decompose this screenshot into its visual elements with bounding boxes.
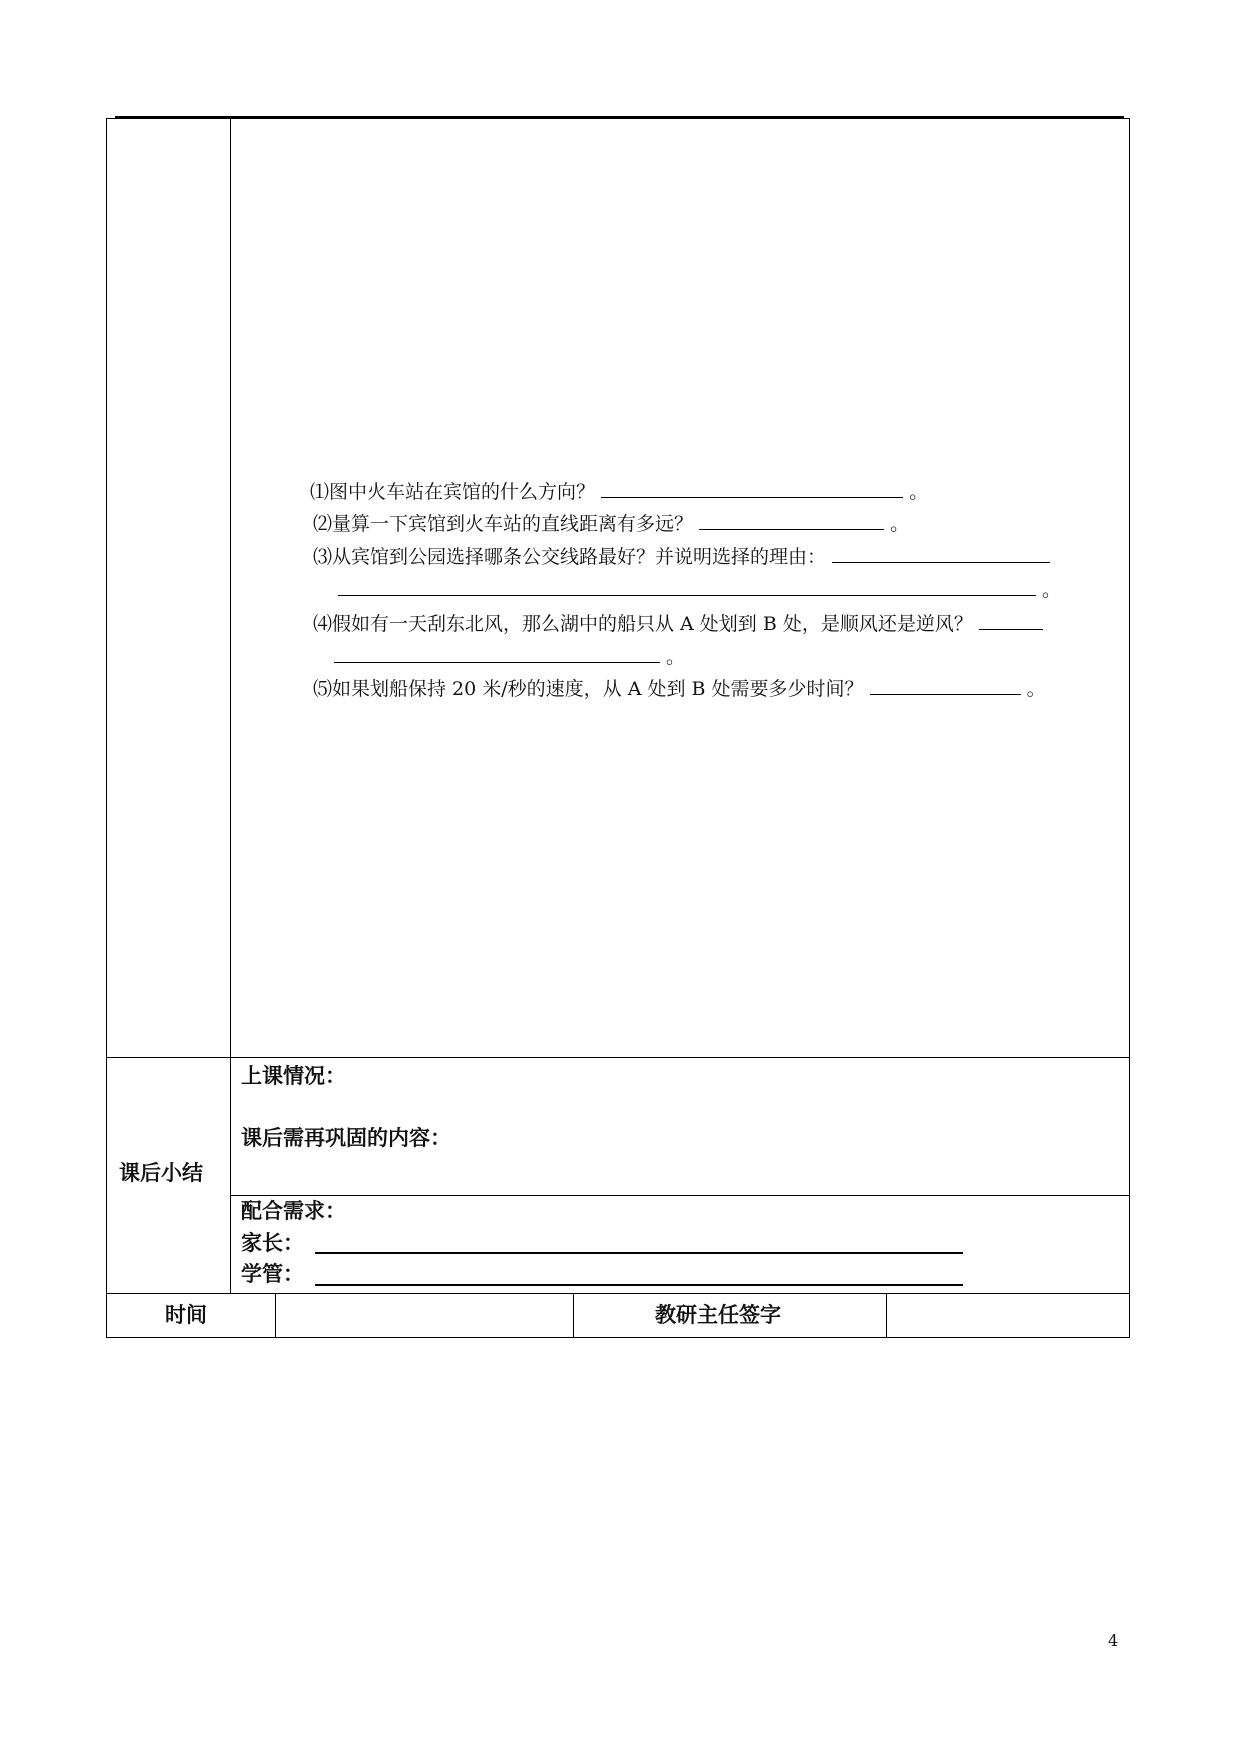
- question-2-text: ⑵量算一下宾馆到火车站的直线距离有多远？: [313, 513, 694, 535]
- question-3-answer-blank-line-2[interactable]: [338, 577, 1036, 596]
- question-4-continuation: [334, 644, 685, 669]
- time-value-cell[interactable]: [276, 1294, 572, 1337]
- table-right-border: [1129, 118, 1130, 1338]
- label-column-divider: [230, 118, 231, 1293]
- table-top-border: [106, 118, 1130, 119]
- review-content-label: 课后需再巩固的内容：: [241, 1126, 451, 1150]
- signature-label: 教研主任签字: [655, 1303, 781, 1327]
- question-4-answer-blank[interactable]: [979, 611, 1043, 630]
- question-1-end: 。: [909, 481, 929, 503]
- question-2: [313, 511, 909, 536]
- question-3-text: ⑶从宾馆到公园选择哪条公交线路最好？并说明选择的理由：: [313, 546, 827, 568]
- question-4-answer-blank-line-2[interactable]: [334, 644, 660, 663]
- question-3-continuation: [338, 577, 1061, 602]
- question-5: [313, 676, 1046, 701]
- table-left-border: [106, 118, 107, 1338]
- question-4: [313, 611, 1043, 636]
- parent-label: 家长：: [241, 1231, 304, 1255]
- class-status-label: 上课情况：: [241, 1064, 346, 1088]
- question-1: [310, 479, 928, 504]
- manager-signature-line[interactable]: [315, 1284, 963, 1286]
- parent-signature-line[interactable]: [315, 1252, 963, 1254]
- question-3-answer-blank[interactable]: [832, 544, 1050, 563]
- time-label: 时间: [165, 1303, 207, 1327]
- question-5-answer-blank[interactable]: [870, 676, 1021, 695]
- question-2-answer-blank[interactable]: [699, 511, 884, 530]
- cooperation-divider: [230, 1195, 1130, 1196]
- cooperation-label: 配合需求：: [241, 1199, 346, 1223]
- question-5-text: ⑸如果划船保持 20 米/秒的速度，从 A 处到 B 处需要多少时间？: [313, 678, 864, 700]
- question-5-end: 。: [1026, 678, 1046, 700]
- question-3: [313, 544, 1050, 569]
- summary-row-label: 课后小结: [119, 1161, 203, 1185]
- table-bottom-border: [106, 1337, 1130, 1338]
- question-2-end: 。: [890, 513, 910, 535]
- footer-divider-2: [573, 1293, 574, 1338]
- question-4-end: 。: [666, 646, 686, 668]
- signature-value-cell[interactable]: [887, 1294, 1128, 1337]
- question-3-end: 。: [1042, 579, 1062, 601]
- summary-row-top-border: [106, 1057, 1130, 1058]
- question-1-answer-blank[interactable]: [601, 479, 903, 498]
- page-number: 4: [1108, 1631, 1119, 1650]
- manager-label: 学管：: [241, 1262, 304, 1286]
- question-4-text: ⑷假如有一天刮东北风，那么湖中的船只从 A 处划到 B 处，是顺风还是逆风？: [313, 613, 973, 635]
- question-1-text: ⑴图中火车站在宾馆的什么方向？: [310, 481, 596, 503]
